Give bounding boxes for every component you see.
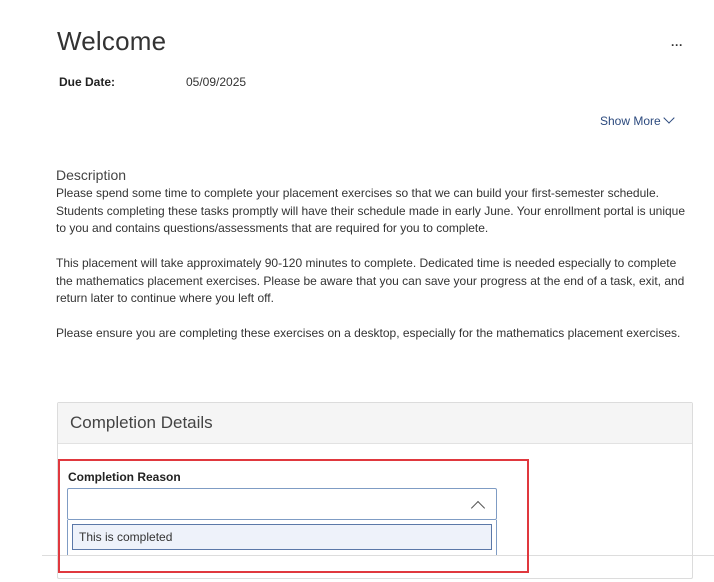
completion-details-header: Completion Details xyxy=(58,403,692,444)
clipped-field-row xyxy=(58,103,278,107)
chevron-down-icon xyxy=(663,112,674,123)
completion-reason-select[interactable] xyxy=(67,488,497,520)
completion-reason-dropdown xyxy=(67,520,497,556)
show-more-label: Show More xyxy=(600,114,661,128)
due-date-value: 05/09/2025 xyxy=(186,75,247,89)
completion-reason-label: Completion Reason xyxy=(68,470,181,484)
due-date-label: Due Date: xyxy=(59,75,116,89)
dropdown-option-this-is-completed[interactable]: This is completed xyxy=(72,524,492,550)
chevron-up-icon[interactable] xyxy=(471,501,485,515)
page-title: Welcome xyxy=(57,26,167,56)
description-body xyxy=(56,185,692,360)
ellipsis-icon[interactable]: ··· xyxy=(671,38,683,52)
show-more-link[interactable] xyxy=(600,114,673,128)
divider xyxy=(42,555,714,556)
description-paragraph: This placement will take approximately 90-120 minutes to complete. Dedicated time is needed especially to complete the mathematics placement exercises. Please be aware that you can save your progress at the end of a task, exit, and return later to continue where you left off. xyxy=(56,256,685,305)
description-heading: Description xyxy=(56,167,127,183)
description-paragraph: Please spend some time to complete your placement exercises so that we can build your first-semester schedule. Students completing these tasks promptly will have their schedule made in early June. Your enrollment portal is unique to you and contains questions/assessments that are required for you to complete. xyxy=(56,186,686,235)
description-paragraph: Please ensure you are completing these exercises on a desktop, especially for the mathematics placement exercises. xyxy=(56,326,681,340)
